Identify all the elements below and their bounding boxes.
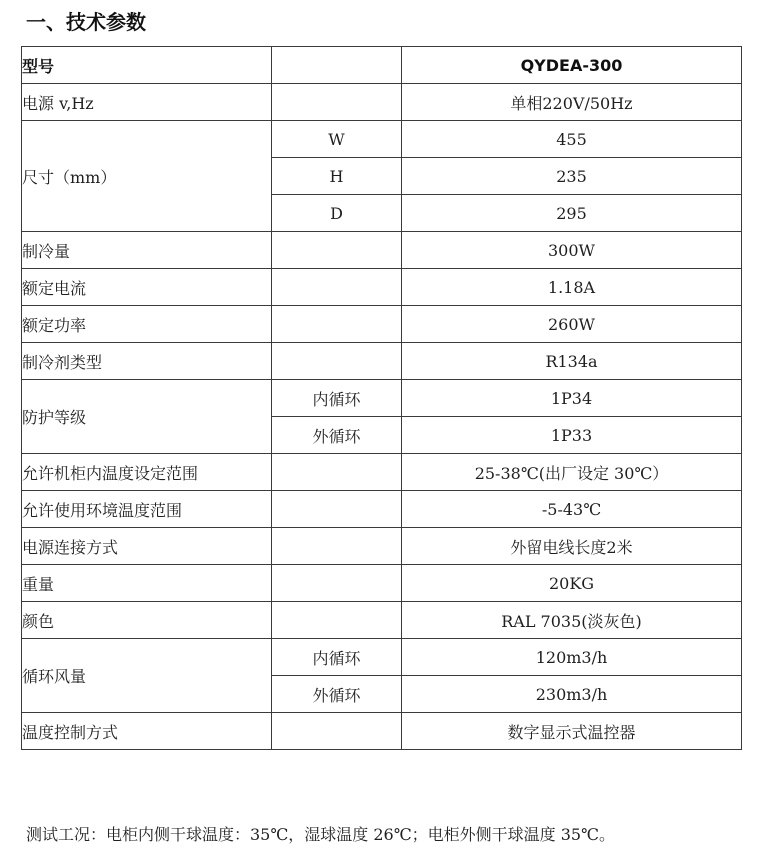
weight-label: 重量 (22, 565, 272, 602)
table-header-row (22, 47, 742, 84)
size-d-value: 295 (402, 195, 742, 232)
power-label: 电源 v,Hz (22, 84, 272, 121)
table-row (22, 269, 742, 306)
table-row (22, 639, 742, 676)
weight-value: 20KG (402, 565, 742, 602)
table-row (22, 565, 742, 602)
spec-table (21, 46, 742, 750)
protection-label: 防护等级 (22, 380, 272, 454)
table-row (22, 528, 742, 565)
ambient-temp-sub-cell (272, 491, 402, 528)
size-w-value: 455 (402, 121, 742, 158)
weight-sub-cell (272, 565, 402, 602)
cabinet-temp-value: 25-38℃(出厂设定 30℃） (402, 454, 742, 491)
airflow-outer-value: 230m3/h (402, 676, 742, 713)
rated-power-sub-cell (272, 306, 402, 343)
power-value: 单相220V/50Hz (402, 84, 742, 121)
connection-label: 电源连接方式 (22, 528, 272, 565)
size-h-label: H (272, 158, 402, 195)
cooling-value: 300W (402, 232, 742, 269)
model-sub-cell (272, 47, 402, 84)
protection-outer-value: 1P33 (402, 417, 742, 454)
control-label: 温度控制方式 (22, 713, 272, 750)
airflow-inner-value: 120m3/h (402, 639, 742, 676)
size-label: 尺寸（mm） (22, 121, 272, 232)
cabinet-temp-label: 允许机柜内温度设定范围 (22, 454, 272, 491)
protection-inner-label: 内循环 (272, 380, 402, 417)
current-label: 额定电流 (22, 269, 272, 306)
connection-value: 外留电线长度2米 (402, 528, 742, 565)
refrigerant-label: 制冷剂类型 (22, 343, 272, 380)
rated-power-label: 额定功率 (22, 306, 272, 343)
color-sub-cell (272, 602, 402, 639)
airflow-outer-label: 外循环 (272, 676, 402, 713)
table-row (22, 343, 742, 380)
airflow-label: 循环风量 (22, 639, 272, 713)
cooling-label: 制冷量 (22, 232, 272, 269)
model-label: 型号 (22, 47, 272, 84)
ambient-temp-label: 允许使用环境温度范围 (22, 491, 272, 528)
table-row (22, 713, 742, 750)
table-row (22, 380, 742, 417)
power-sub-cell (272, 84, 402, 121)
control-value: 数字显示式温控器 (402, 713, 742, 750)
table-row (22, 491, 742, 528)
control-sub-cell (272, 713, 402, 750)
airflow-inner-label: 内循环 (272, 639, 402, 676)
connection-sub-cell (272, 528, 402, 565)
protection-outer-label: 外循环 (272, 417, 402, 454)
table-row (22, 121, 742, 158)
refrigerant-value: R134a (402, 343, 742, 380)
current-value: 1.18A (402, 269, 742, 306)
cooling-sub-cell (272, 232, 402, 269)
size-h-value: 235 (402, 158, 742, 195)
protection-inner-value: 1P34 (402, 380, 742, 417)
table-row (22, 232, 742, 269)
section-title: 一、技术参数 (26, 10, 146, 34)
table-row (22, 602, 742, 639)
model-value: QYDEA-300 (402, 47, 742, 84)
rated-power-value: 260W (402, 306, 742, 343)
ambient-temp-value: -5-43℃ (402, 491, 742, 528)
cabinet-temp-sub-cell (272, 454, 402, 491)
size-w-label: W (272, 121, 402, 158)
current-sub-cell (272, 269, 402, 306)
size-d-label: D (272, 195, 402, 232)
table-row (22, 306, 742, 343)
refrigerant-sub-cell (272, 343, 402, 380)
color-value: RAL 7035(淡灰色) (402, 602, 742, 639)
color-label: 颜色 (22, 602, 272, 639)
table-row (22, 84, 742, 121)
test-conditions-note: 测试工况：电柜内侧干球温度：35℃，湿球温度 26℃；电柜外侧干球温度 35℃。 (26, 825, 615, 844)
table-row (22, 454, 742, 491)
